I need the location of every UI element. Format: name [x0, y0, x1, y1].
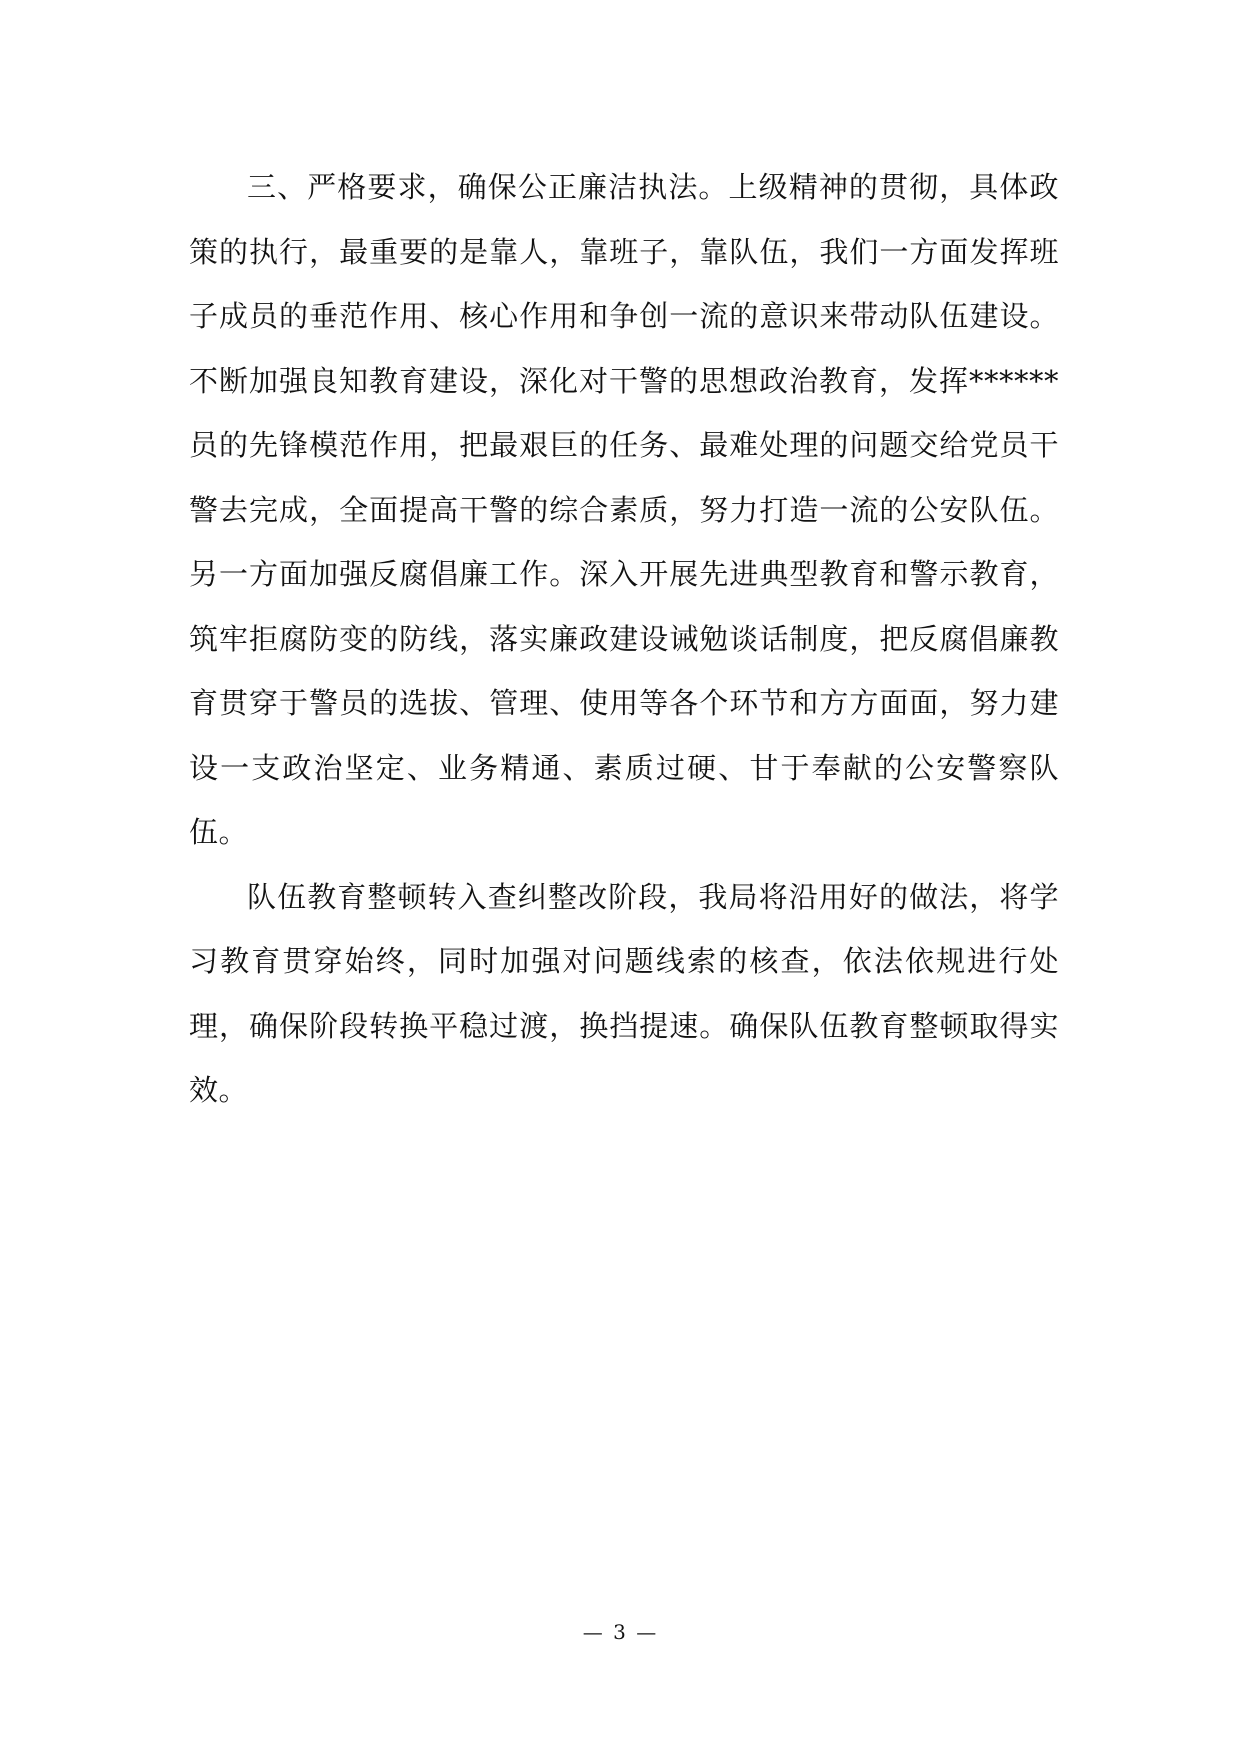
document-body — [189, 155, 1059, 1123]
page-number: — 3 — — [582, 1620, 659, 1644]
paragraph-strict-requirements: 三、严格要求，确保公正廉洁执法。上级精神的贯彻，具体政策的执行，最重要的是靠人，靠班子，靠队伍，我们一方面发挥班子成员的垂范作用、核心作用和争创一流的意识来带动队伍建设。不断加强良知教育建设，深化对干警的思想政治教育，发挥******员的先锋模范作用，把最艰巨的任务、最难处理的问题交给党员干警去完成，全面提高干警的综合素质，努力打造一流的公安队伍。另一方面加强反腐倡廉工作。深入开展先进典型教育和警示教育，筑牢拒腐防变的防线，落实廉政建设诫勉谈话制度，把反腐倡廉教育贯穿于警员的选拔、管理、使用等各个环节和方方面面，努力建设一支政治坚定、业务精通、素质过硬、甘于奉献的公安警察队伍。 — [189, 170, 1059, 849]
paragraph-rectification-stage: 队伍教育整顿转入查纠整改阶段，我局将沿用好的做法，将学习教育贯穿始终，同时加强对问题线索的核查，依法依规进行处理，确保阶段转换平稳过渡，换挡提速。确保队伍教育整顿取得实效。 — [189, 879, 1059, 1107]
